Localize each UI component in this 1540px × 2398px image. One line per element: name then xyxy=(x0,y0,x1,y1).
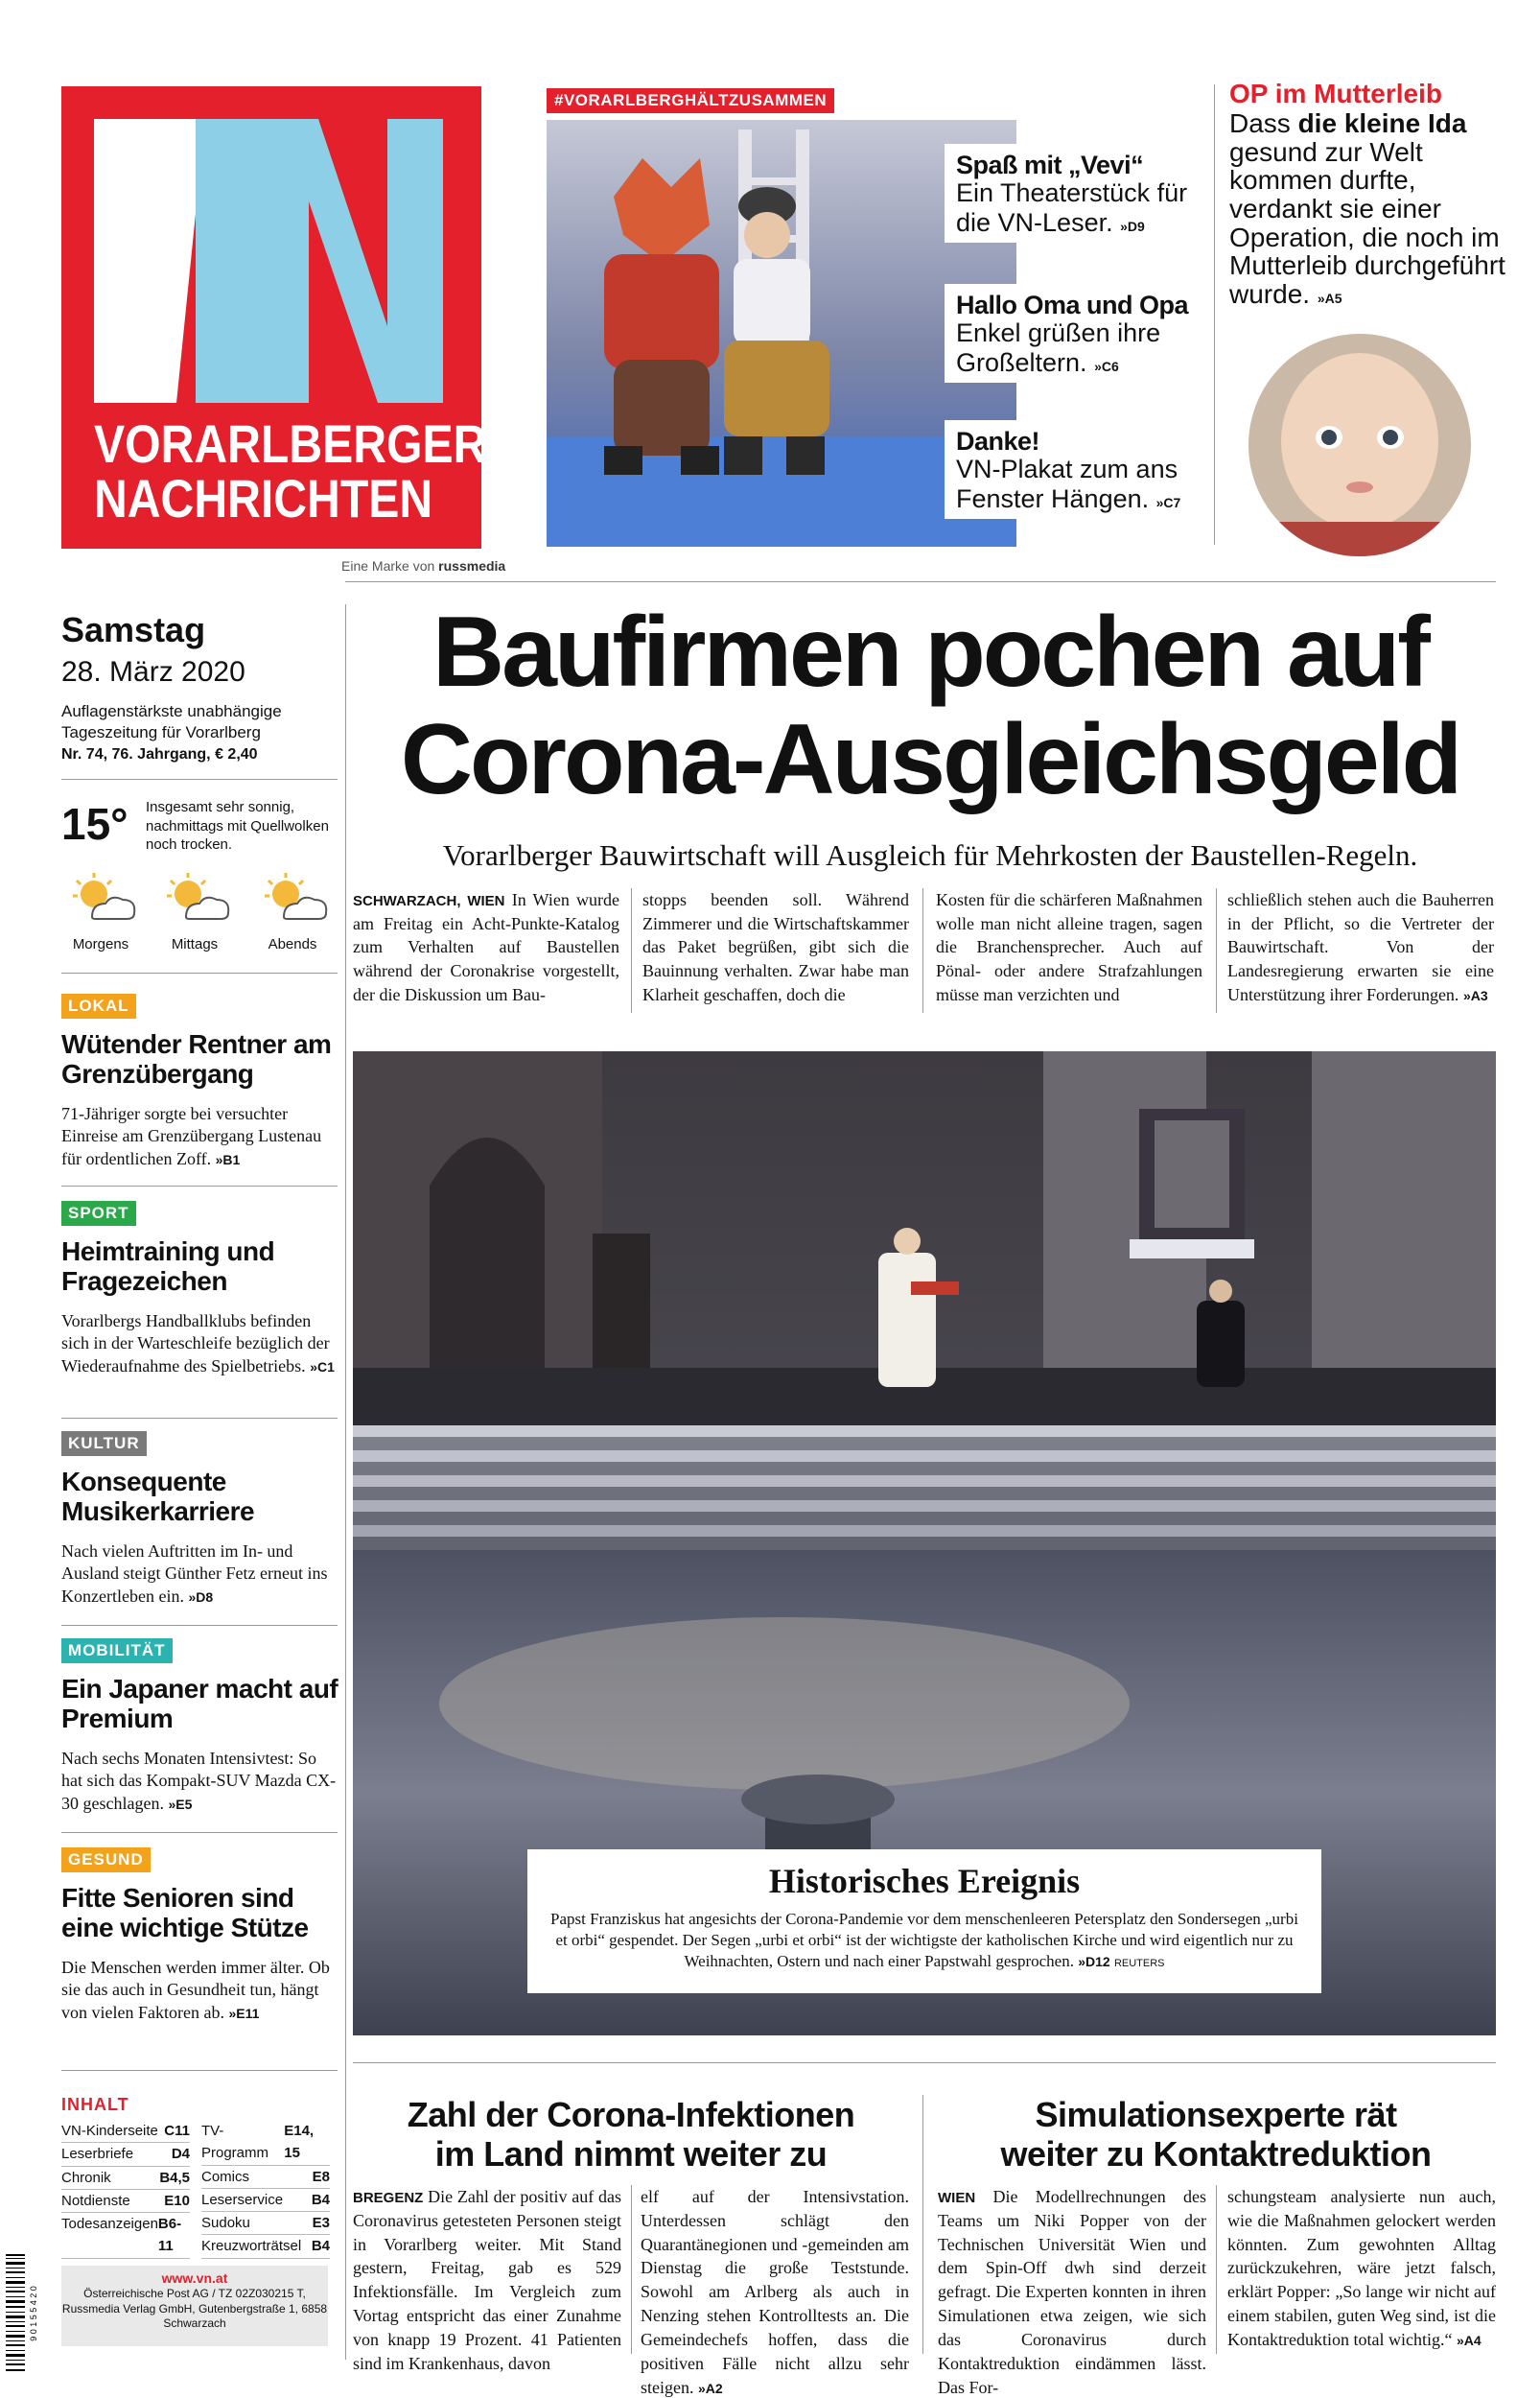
barcode xyxy=(4,2254,44,2373)
masthead-rule xyxy=(345,581,1496,582)
dateline: WIEN xyxy=(938,2190,976,2206)
section-text: Die Menschen werden immer älter. Ob sie das auch in Gesundheit tun, hängt von vielen Faktoren ab. »E11 xyxy=(61,1958,330,2022)
divider xyxy=(61,1625,338,1626)
photo-caption xyxy=(527,1849,1321,1993)
op-text-after: gesund zur Welt kommen durfte, verdankt sie einer Operation, die noch im Mutterleib durchgeführt wurde. xyxy=(1229,136,1505,310)
caption-text: Papst Franziskus hat angesichts der Corona-Pandemie vor dem menschenleeren Petersplatz den Sondersegen „urbi et orbi“ gespendet. Der Segen „urbi et orbi“ ist der wichtigste der katholischen Kirche und wird eigentlich nur zu Weihnachten, Ostern und nach einer Papstwahl gesprochen. »D12 REUTERS xyxy=(550,1910,1298,1971)
edition-day: Samstag xyxy=(61,610,206,649)
barcode-number: 9 0 1 5 5 4 2 0 xyxy=(29,2286,38,2341)
index-item[interactable]: Sudoku E3 xyxy=(201,2212,330,2235)
imprint-text: Österreichische Post AG / TZ 02Z030215 T, Russmedia Verlag GmbH, Gutenbergstraße 1, 6858 Schwarzach xyxy=(61,2287,328,2331)
teaser-item-danke[interactable] xyxy=(945,420,1202,519)
caption-ref: »D12 xyxy=(1078,1954,1110,1970)
teaser-item-oma-opa[interactable] xyxy=(945,284,1202,383)
op-text-before: Dass xyxy=(1229,108,1298,138)
divider xyxy=(922,888,923,1013)
op-teaser-text[interactable] xyxy=(1229,109,1517,309)
lead-subhead: Vorarlberger Bauwirtschaft will Ausgleich für Mehrkosten der Baustellen-Regeln. xyxy=(442,838,1418,872)
lead-column-1: SCHWARZACH, WIEN In Wien wurde am Freitag ein Acht-Punkte-Katalog zum Verhalten auf Baustellen während der Coronakrise vorgestellt, der die Diskussion um Bau- xyxy=(353,890,619,1004)
edition-tagline: Auflagenstärkste unabhängige Tageszeitung für Vorarlberg xyxy=(61,702,282,742)
teaser-headline: Danke! xyxy=(956,427,1040,456)
divider xyxy=(61,1832,338,1833)
section-ref: »C1 xyxy=(310,1358,335,1375)
brand-name: russmedia xyxy=(438,558,506,574)
sun-cloud-icon xyxy=(157,869,234,927)
article-left-headline-line2: im Land nimmt weiter zu xyxy=(434,2134,828,2175)
edition-issue: Nr. 74, 76. Jahrgang, € 2,40 xyxy=(61,746,258,763)
baby-photo[interactable] xyxy=(1248,334,1471,556)
section-ref: »B1 xyxy=(215,1151,241,1167)
column-divider xyxy=(922,2095,923,2354)
op-ref: »A5 xyxy=(1317,291,1342,307)
teaser-ref: »D9 xyxy=(1120,218,1145,234)
divider xyxy=(61,2070,338,2071)
teaser-text: Enkel grüßen ihre Großeltern. xyxy=(956,318,1161,377)
divider xyxy=(631,888,632,1013)
teaser-ref: »C6 xyxy=(1094,358,1119,374)
column-divider xyxy=(345,604,346,2360)
teaser-headline: Spaß mit „Vevi“ xyxy=(956,151,1144,179)
section-text: Nach sechs Monaten Intensivtest: So hat sich das Kompakt-SUV Mazda CX-30 geschlagen. »E5 xyxy=(61,1749,337,1813)
teaser-item-vevi[interactable] xyxy=(945,144,1202,243)
imprint xyxy=(61,2266,328,2346)
article-left-headline[interactable] xyxy=(353,2095,909,2175)
vn-logo[interactable] xyxy=(61,86,487,549)
weather-temperature: 15° xyxy=(61,799,128,849)
article-right-headline-line2: weiter zu Kontaktreduktion xyxy=(1000,2134,1432,2175)
brand-line xyxy=(341,558,505,574)
category-gesund: GESUND xyxy=(61,1847,151,1872)
weather-label-midday: Mittags xyxy=(171,936,219,952)
section-ref: »E11 xyxy=(228,2005,260,2021)
category-sport: SPORT xyxy=(61,1201,136,1226)
op-title: OP im Mutterleib xyxy=(1229,79,1442,108)
weather-label-evening: Abends xyxy=(268,936,317,952)
website-link[interactable]: www.vn.at xyxy=(161,2270,228,2286)
lead-headline[interactable] xyxy=(355,599,1505,814)
weather-text: Insgesamt sehr sonnig, nachmittags mit Quellwolken noch trocken. xyxy=(146,799,329,853)
article-left-column-1: BREGENZ Die Zahl der positiv auf das Coronavirus getesteten Personen steigt in Vorarlberg weiter. Mit Stand gestern, Freitag, gab es 529 Infektionsfälle. Im Vergleich zum Vortag entspricht das einer Zunahme von knapp 19 Prozent. 41 Patienten sind im Krankenhaus, davon xyxy=(353,2187,621,2373)
divider xyxy=(1214,84,1215,545)
divider xyxy=(631,2185,632,2354)
article-right-headline-line1: Simulationsexperte rät xyxy=(1035,2095,1397,2134)
op-text-bold: die kleine Ida xyxy=(1297,108,1467,138)
weather-label-morning: Morgens xyxy=(72,936,129,952)
article-right-column-2: schungsteam analysierte nun auch, wie die Maßnahmen gelockert werden könnten. Zum gewohnten Alltag zurückzukehren, wäre jetzt falsch, erklärt Popper: „So lange wir nicht auf einem stabilen, guten Weg sind, ist die Kontaktreduktion total wichtig.“ »A4 xyxy=(1227,2187,1496,2349)
index-item[interactable]: Chronik B4,5 xyxy=(61,2167,190,2190)
section-headline[interactable]: Fitte Senioren sind eine wichtige Stütze xyxy=(61,1883,309,1942)
category-mobilitaet: MOBILITÄT xyxy=(61,1638,173,1663)
index-item[interactable]: TV-Programm E14, 15 xyxy=(201,2120,330,2166)
lead-headline-line1: Baufirmen pochen auf xyxy=(432,597,1428,708)
category-kultur: KULTUR xyxy=(61,1431,147,1456)
section-headline[interactable]: Ein Japaner macht auf Premium xyxy=(61,1674,338,1733)
article-left-headline-line1: Zahl der Corona-Infektionen xyxy=(407,2095,855,2134)
article-right-column-1: WIEN Die Modellrechnungen des Teams um Niki Popper von der Technischen Universität Wien und dem Spin-Off dwh sind derzeit gefragt. Die Experten konnten in ihren Simulationen etwa zeigen, wie sich das Coronavirus durch Kontaktreduktion eindämmen lässt. Das For- xyxy=(938,2187,1206,2397)
edition-date: 28. März 2020 xyxy=(61,656,245,688)
sun-cloud-icon xyxy=(63,869,140,927)
lead-column-3: Kosten für die schärferen Maßnahmen wolle man nicht alleine tragen, sagen die Branchensprecher. Auch auf Pönal- oder andere Strafzahlungen müsse man verzichten und xyxy=(936,890,1202,1004)
section-ref: »E5 xyxy=(168,1796,193,1812)
dateline: SCHWARZACH, WIEN xyxy=(353,893,505,909)
index-item[interactable]: Leserbriefe D4 xyxy=(61,2143,190,2166)
index-item[interactable]: Comics E8 xyxy=(201,2166,330,2189)
logo-name-line2: NACHRICHTEN xyxy=(94,468,433,529)
index-title: INHALT xyxy=(61,2095,129,2114)
article-left-ref: »A2 xyxy=(698,2380,723,2396)
lead-column-2: stopps beenden soll. Während Zimmerer und die Wirtschaftskammer das Paket begrüßen, gibt sich die Bauinnung verhalten. Zwar habe man Klarheit geschaffen, doch die xyxy=(642,890,909,1004)
teaser-ref: »C7 xyxy=(1155,494,1181,510)
index-item[interactable]: Leserservice B4 xyxy=(201,2189,330,2212)
index-item[interactable]: Todesanzeigen B6-11 xyxy=(61,2213,190,2259)
section-text: Nach vielen Auftritten im In- und Ausland steigt Günther Fetz erneut ins Konzertleben ein. »D8 xyxy=(61,1541,328,1606)
teaser-headline: Hallo Oma und Opa xyxy=(956,291,1189,319)
photo-credit: REUTERS xyxy=(1113,1958,1165,1970)
dateline: BREGENZ xyxy=(353,2190,424,2206)
lead-headline-line2: Corona-Ausgleichsgeld xyxy=(400,704,1460,816)
hashtag-label: #VORARLBERGHÄLTZUSAMMEN xyxy=(547,88,834,113)
divider xyxy=(61,779,338,780)
category-lokal: LOKAL xyxy=(61,994,136,1019)
section-headline[interactable]: Konsequente Musikerkarriere xyxy=(61,1467,255,1526)
section-ref: »D8 xyxy=(188,1588,214,1605)
divider xyxy=(61,1186,338,1187)
lead-column-4: schließlich stehen auch die Bauherren in der Pflicht, so die Vertreter der Bauwirtschaft. Von der Landesregierung erwarten sie eine Unterstützung ihrer Forderungen. »A3 xyxy=(1227,890,1494,1004)
brand-prefix: Eine Marke von xyxy=(341,558,435,574)
article-right-ref: »A4 xyxy=(1456,2332,1482,2348)
section-text: Vorarlbergs Handballklubs befinden sich in der Warteschleife bezüglich der Wiederaufnahme des Spielbetriebs. »C1 xyxy=(61,1311,335,1375)
index-item[interactable]: VN-Kinderseite C11 xyxy=(61,2120,190,2143)
caption-title: Historisches Ereignis xyxy=(768,1862,1081,1900)
article-right-headline[interactable] xyxy=(938,2095,1494,2175)
divider xyxy=(1216,888,1217,1013)
divider xyxy=(61,973,338,974)
lead-ref: »A3 xyxy=(1462,987,1488,1003)
index-list-left xyxy=(61,2120,190,2259)
index-list-right xyxy=(201,2120,330,2259)
article-left-column-2: elf auf der Intensivstation. Unterdessen schlägt den Quarantänegionen und -gemeinden am Dienstag die große Teststunde. Sowohl am Arlberg als auch in Nenzing stehen Kontrolltests an. Die Gemeindechefs hoffen, dass die positiven Fälle nicht allzu sehr steigen. »A2 xyxy=(641,2187,909,2397)
sun-cloud-icon xyxy=(255,869,332,927)
index-item[interactable]: Kreuzworträtsel B4 xyxy=(201,2235,330,2258)
divider xyxy=(1216,2185,1217,2354)
section-headline[interactable]: Heimtraining und Fragezeichen xyxy=(61,1236,275,1296)
teaser-text: Ein Theaterstück für die VN-Leser. xyxy=(956,178,1188,237)
divider xyxy=(61,1418,338,1419)
index-item[interactable]: Notdienste E10 xyxy=(61,2190,190,2213)
section-text: 71-Jähriger sorgte bei versuchter Einreise am Grenzübergang Lustenau für ordentlichen Zoff. »B1 xyxy=(61,1104,322,1168)
divider xyxy=(353,2062,1496,2063)
section-headline[interactable]: Wütender Rentner am Grenzübergang xyxy=(61,1029,332,1089)
baby-image xyxy=(1248,334,1471,556)
teaser-text: VN-Plakat zum ans Fenster Hängen. xyxy=(956,455,1178,513)
logo-name-line1: VORARLBERGER xyxy=(94,413,487,474)
